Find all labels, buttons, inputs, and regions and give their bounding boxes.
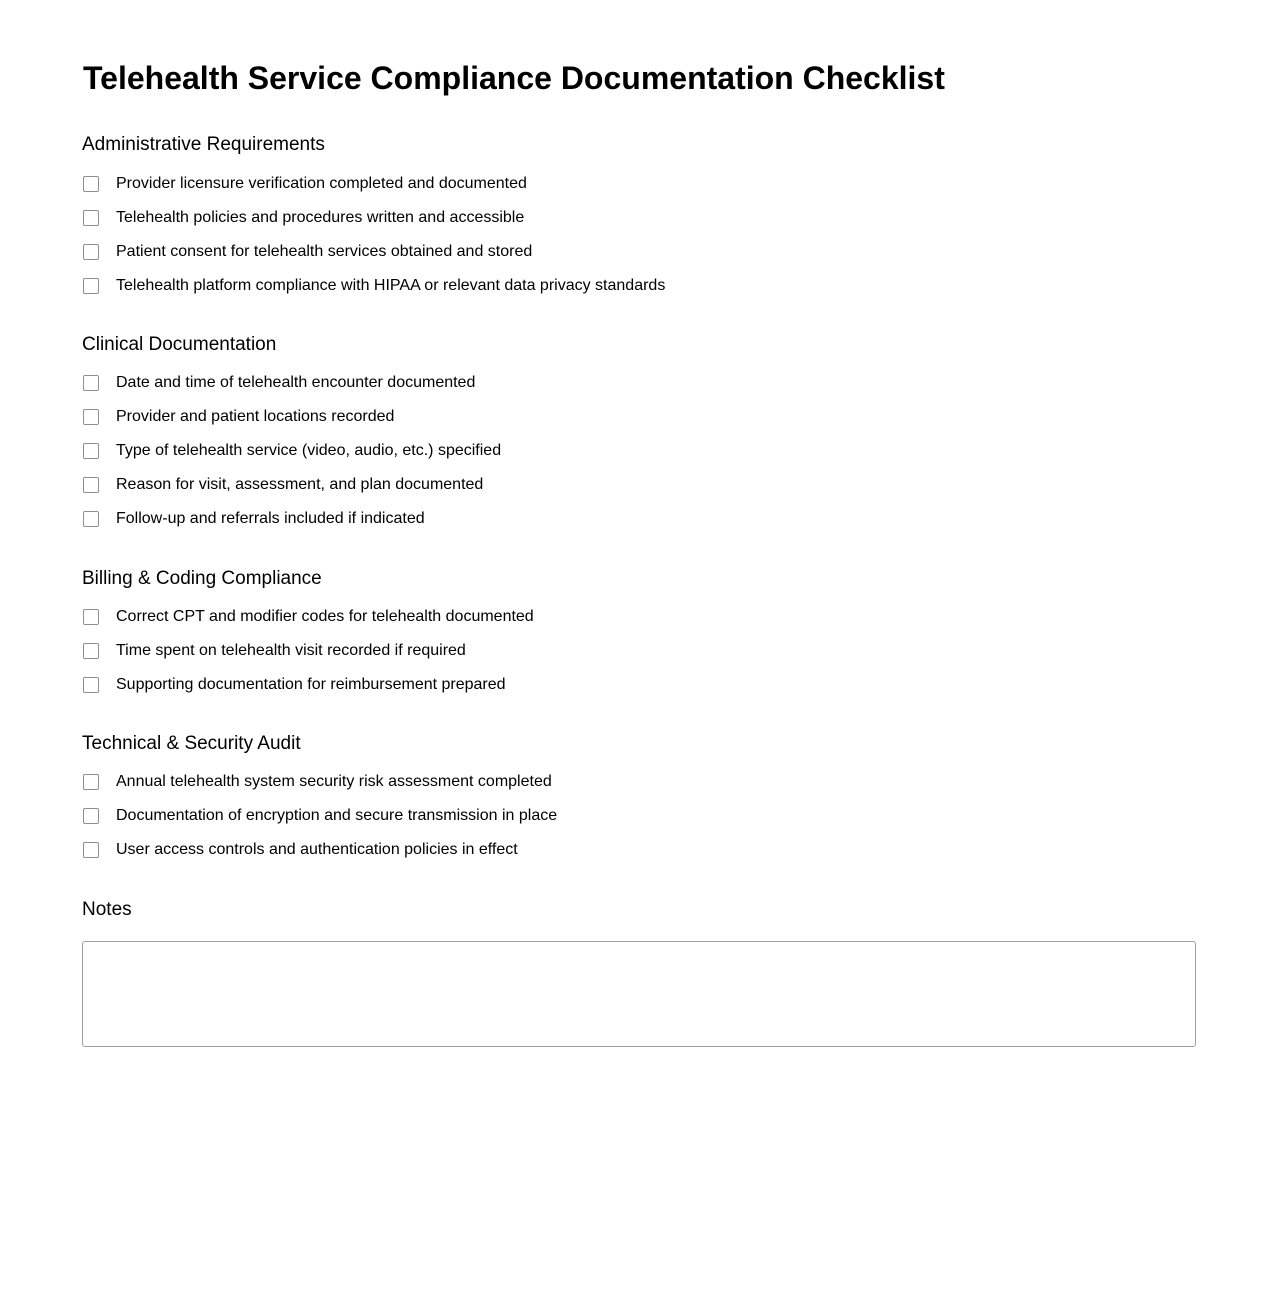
checklist-item[interactable] xyxy=(82,668,534,702)
checkbox[interactable] xyxy=(83,808,99,824)
section-billing-coding-compliance xyxy=(82,568,534,702)
section-title: Clinical Documentation xyxy=(82,334,277,355)
checklist xyxy=(82,366,501,536)
section-title: Billing & Coding Compliance xyxy=(82,568,322,589)
checklist-item-label: User access controls and authentication policies in effect xyxy=(116,841,518,858)
checklist-item[interactable] xyxy=(82,468,501,502)
checklist-item-label: Provider licensure verification completed and documented xyxy=(116,175,527,192)
checklist-item[interactable] xyxy=(82,799,557,833)
checklist-item[interactable] xyxy=(82,634,534,668)
checkbox[interactable] xyxy=(83,774,99,790)
checklist-item-label: Annual telehealth system security risk assessment completed xyxy=(116,773,552,790)
checklist-item-label: Supporting documentation for reimbursement prepared xyxy=(116,676,506,693)
section-technical-security-audit xyxy=(82,733,557,867)
checkbox[interactable] xyxy=(83,677,99,693)
section-clinical-documentation xyxy=(82,334,501,536)
checklist-item-label: Telehealth platform compliance with HIPAA or relevant data privacy standards xyxy=(116,277,666,294)
checklist-item[interactable] xyxy=(82,765,557,799)
checklist-item-label: Telehealth policies and procedures written and accessible xyxy=(116,209,525,226)
checkbox[interactable] xyxy=(83,278,99,294)
checklist-item-label: Correct CPT and modifier codes for telehealth documented xyxy=(116,608,534,625)
section-title: Administrative Requirements xyxy=(82,134,325,155)
checklist-item-label: Follow-up and referrals included if indicated xyxy=(116,510,425,527)
checklist-item[interactable] xyxy=(82,502,501,536)
checklist-item[interactable] xyxy=(82,366,501,400)
checklist-item[interactable] xyxy=(82,167,665,201)
checklist-item[interactable] xyxy=(82,235,665,269)
checklist-item-label: Documentation of encryption and secure transmission in place xyxy=(116,807,558,824)
checklist xyxy=(82,600,534,702)
page-title: Telehealth Service Compliance Documentation Checklist xyxy=(83,60,945,96)
checklist-item[interactable] xyxy=(82,434,501,468)
checklist-item-label: Time spent on telehealth visit recorded if required xyxy=(116,642,466,659)
checkbox[interactable] xyxy=(83,511,99,527)
checklist-item[interactable] xyxy=(82,269,665,303)
checkbox[interactable] xyxy=(83,176,99,192)
checkbox[interactable] xyxy=(83,375,99,391)
notes-textarea[interactable] xyxy=(82,941,1196,1047)
checkbox[interactable] xyxy=(83,477,99,493)
checklist-item[interactable] xyxy=(82,600,534,634)
checklist-item-label: Provider and patient locations recorded xyxy=(116,408,395,425)
checkbox[interactable] xyxy=(83,409,99,425)
checklist-item[interactable] xyxy=(82,201,665,235)
checklist-item-label: Patient consent for telehealth services obtained and stored xyxy=(116,243,533,260)
section-title: Technical & Security Audit xyxy=(82,733,301,754)
section-administrative-requirements xyxy=(82,134,665,303)
checklist-item-label: Date and time of telehealth encounter documented xyxy=(116,374,476,391)
checkbox[interactable] xyxy=(83,244,99,260)
checkbox[interactable] xyxy=(83,609,99,625)
checklist xyxy=(82,167,665,303)
checklist-item[interactable] xyxy=(82,400,501,434)
checklist-item[interactable] xyxy=(82,833,557,867)
checklist-item-label: Reason for visit, assessment, and plan documented xyxy=(116,476,484,493)
checkbox[interactable] xyxy=(83,842,99,858)
checkbox[interactable] xyxy=(83,643,99,659)
checkbox[interactable] xyxy=(83,210,99,226)
checklist xyxy=(82,765,557,867)
checklist-item-label: Type of telehealth service (video, audio, etc.) specified xyxy=(116,442,502,459)
checkbox[interactable] xyxy=(83,443,99,459)
notes-title: Notes xyxy=(82,899,132,920)
